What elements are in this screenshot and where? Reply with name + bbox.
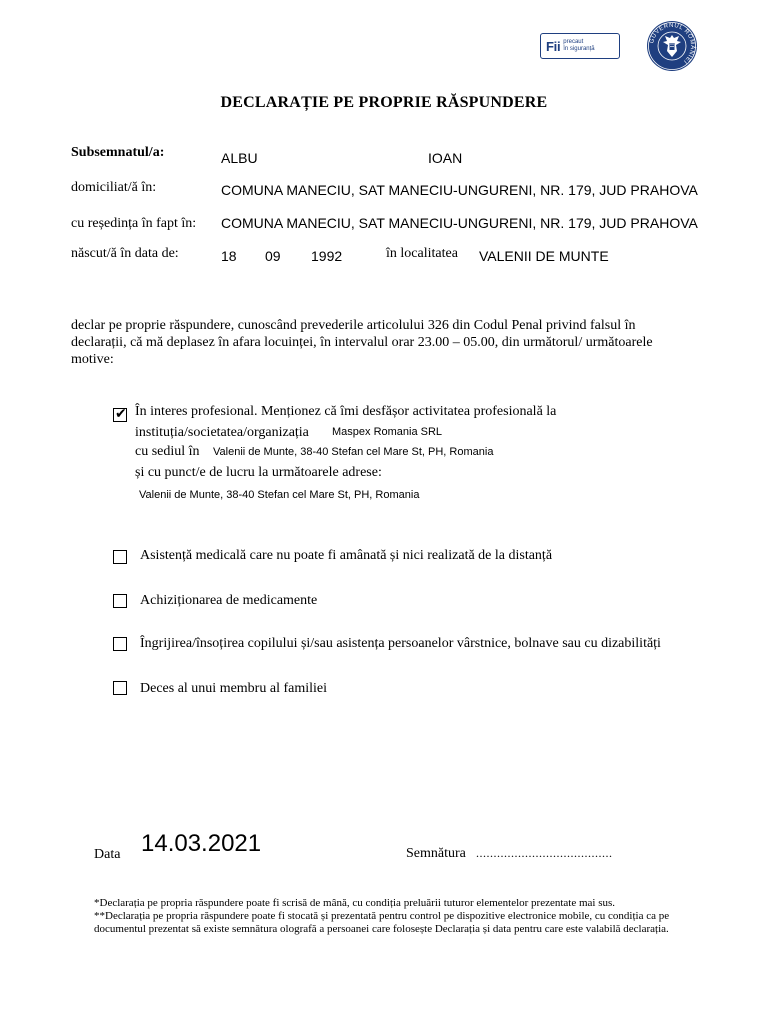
data-label: Data — [94, 847, 121, 862]
resedinta-label: cu reședința în fapt în: — [71, 216, 197, 231]
checkbox-profesional[interactable] — [113, 408, 127, 422]
option-medical-label: Asistență medicală care nu poate fi amânată și nici realizată de la distanță — [140, 548, 553, 563]
localitate-value: VALENII DE MUNTE — [479, 248, 609, 264]
checkbox-ingrijire[interactable] — [113, 637, 127, 651]
checkbox-medicamente[interactable] — [113, 594, 127, 608]
guvernul-romaniei-logo — [646, 20, 698, 72]
subsemnatul-label: Subsemnatul/a: — [71, 145, 165, 160]
company-value: Maspex Romania SRL — [332, 426, 443, 438]
puncte-lucru-label: și cu punct/e de lucru la următoarele adrese: — [135, 465, 382, 480]
fii-precaut-logo — [540, 33, 620, 59]
gov-logo-text: GUVERNUL ROMÂNIEI — [649, 22, 696, 65]
date-value: 14.03.2021 — [141, 830, 262, 857]
checkmark-icon: ✔ — [115, 406, 127, 422]
birth-year-value: 1992 — [311, 248, 343, 264]
first-name-value: IOAN — [428, 150, 463, 166]
domiciliu-label: domiciliat/ă în: — [71, 180, 157, 195]
option-deces-label: Deces al unui membru al familiei — [140, 681, 327, 696]
puncte-lucru-value: Valenii de Munte, 38-40 Stefan cel Mare St, PH, Romania — [139, 489, 420, 501]
document-title: DECLARAȚIE PE PROPRIE RĂSPUNDERE — [220, 94, 548, 111]
option-profesional-line1: În interes profesional. Menționez că îmi desfășor activitatea profesională la — [135, 404, 557, 419]
checkbox-medical[interactable] — [113, 550, 127, 564]
fii-logo-text: Fii — [546, 38, 561, 54]
sediu-value: Valenii de Munte, 38-40 Stefan cel Mare St, PH, Romania — [213, 446, 494, 458]
nascut-label: născut/ă în data de: — [71, 246, 179, 261]
option-medicamente-label: Achiziționarea de medicamente — [140, 593, 318, 608]
sediu-label: cu sediul în — [135, 444, 200, 459]
option-profesional-institutie-label: instituția/societatea/organizația — [135, 425, 309, 440]
footnote-1: *Declarația pe propria răspundere poate fi scrisă de mână, cu condiția preluării tuturor elementelor prezentate mai sus. — [94, 897, 616, 909]
semnatura-label: Semnătura — [406, 846, 466, 861]
footnote-2: **Declarația pe propria răspundere poate fi stocată și prezentată pentru control pe dispozitive electronice mobile, cu condiția ca pe documentul prezentat să existe semnătura olografă a persoanei care folosește Declarația și data pentru care este valabilă declarația. — [94, 910, 670, 935]
birth-day-value: 18 — [221, 248, 237, 264]
option-ingrijire-label: Îngrijirea/însoțirea copilului și/sau asistența persoanelor vârstnice, bolnave sau cu dizabilități — [140, 636, 661, 651]
declaration-text: declar pe proprie răspundere, cunoscând prevederile articolului 326 din Codul Penal privind falsul în declarații, că mă deplasez în afara locuinței, în intervalul orar 23.00 – 05.00, din următorul/ următoarele motive: — [71, 318, 653, 367]
fii-logo-subtext: precaut în siguranță — [563, 39, 595, 52]
birth-month-value: 09 — [265, 248, 281, 264]
last-name-value: ALBU — [221, 150, 258, 166]
signature-line[interactable]: ....................................... — [476, 846, 613, 860]
footnotes — [94, 897, 714, 936]
resedinta-value: COMUNA MANECIU, SAT MANECIU-UNGURENI, NR. 179, JUD PRAHOVA — [221, 215, 698, 231]
domiciliu-value: COMUNA MANECIU, SAT MANECIU-UNGURENI, NR. 179, JUD PRAHOVA — [221, 182, 698, 198]
localitate-label: în localitatea — [386, 246, 458, 261]
checkbox-deces[interactable] — [113, 681, 127, 695]
